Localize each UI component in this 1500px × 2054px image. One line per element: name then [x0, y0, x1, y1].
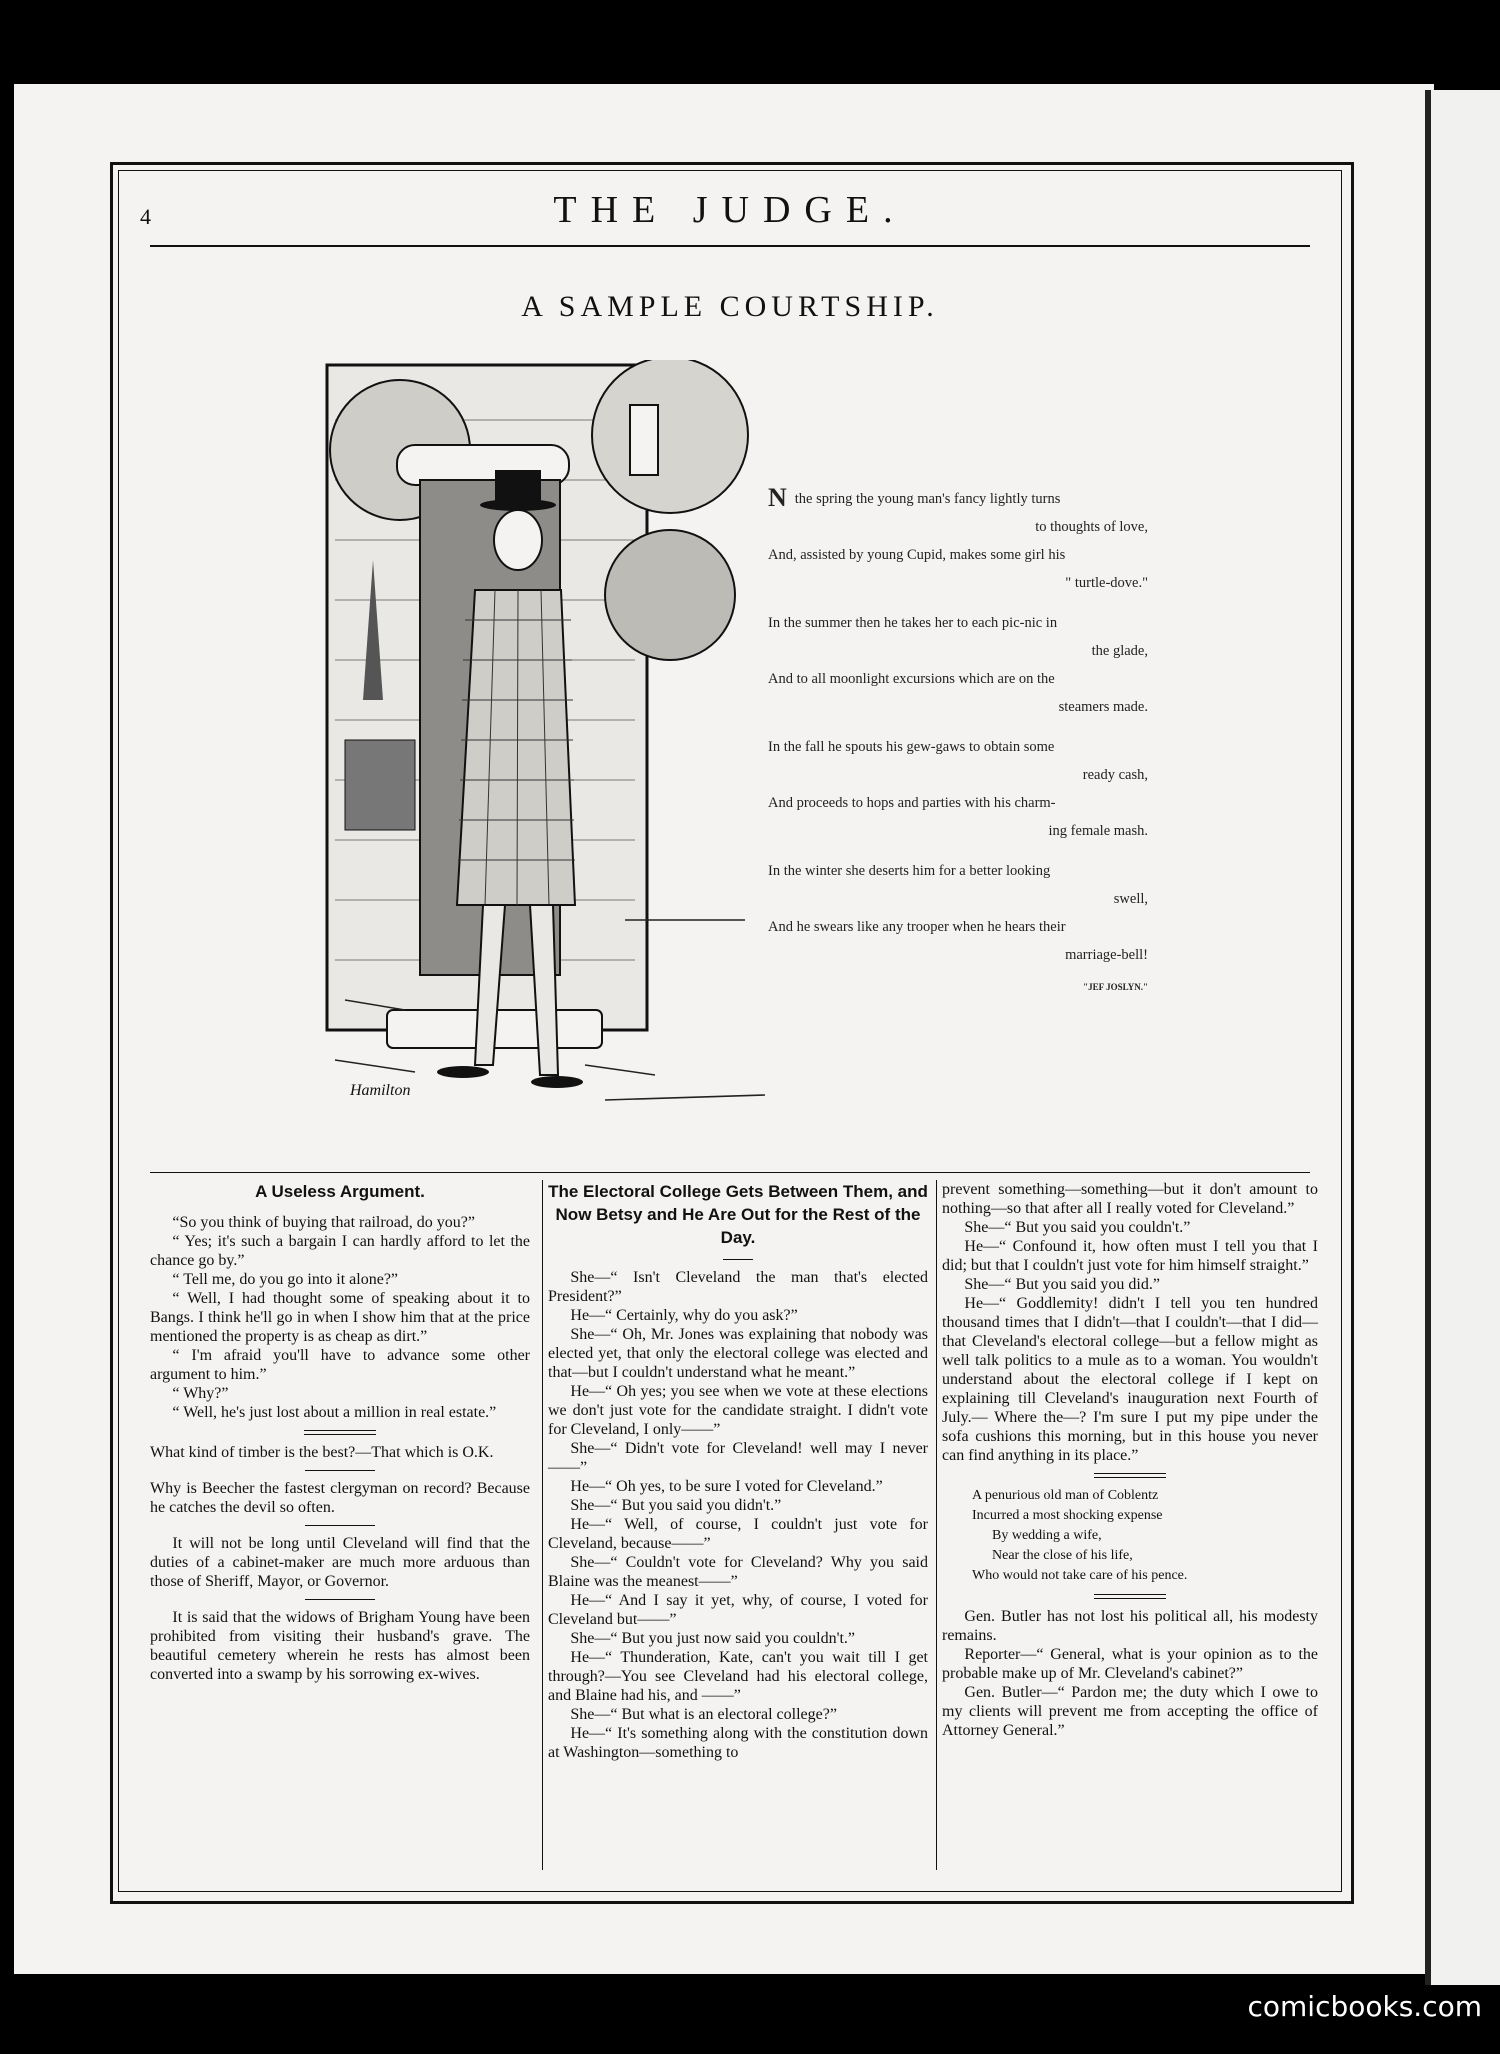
column-separator — [542, 1180, 543, 1870]
double-rule — [1094, 1594, 1166, 1599]
dialogue-paragraph: She—“ Didn't vote for Cleveland! well may I never——” — [548, 1440, 928, 1476]
dialogue-paragraph: He—“ Oh yes; you see when we vote at these elections we don't just vote for the candidate straight. I didn't vote for Cleveland, I only——” — [548, 1383, 928, 1438]
poem-line-continuation: " turtle-dove." — [1065, 575, 1148, 591]
short-rule — [723, 1259, 753, 1260]
dialogue-paragraph: “ Why?” — [172, 1385, 229, 1402]
dialogue-paragraph: She—“ Couldn't vote for Cleveland? Why you said Blaine was the meanest——” — [548, 1554, 928, 1590]
column-electoral-college — [548, 1180, 928, 1762]
dialogue-paragraph: She—“ But you just now said you couldn't.” — [570, 1630, 856, 1647]
facing-page-edge — [1425, 90, 1500, 1985]
poem-line-text: And he swears like any trooper when he hears their — [768, 919, 1066, 935]
poem-line-text: In the fall he spouts his gew-gaws to obtain some — [768, 739, 1055, 755]
poem-line-text: In the winter she deserts him for a better looking — [768, 863, 1051, 879]
poem-line-text: And to all moonlight excursions which are on the — [768, 671, 1055, 687]
coblentz-verse — [942, 1486, 1318, 1586]
dialogue-paragraph: “So you think of buying that railroad, do you?” — [172, 1214, 475, 1231]
verse-line: Incurred a most shocking expense — [972, 1508, 1163, 1523]
dialogue-paragraph: He—“ Oh yes, to be sure I voted for Cleveland.” — [570, 1478, 883, 1495]
dialogue-paragraph: “ Well, he's just lost about a million in real estate.” — [172, 1404, 497, 1421]
column-useless-argument — [150, 1180, 530, 1684]
poem-line — [768, 733, 1148, 761]
dialogue-paragraph: He—“ Well, of course, I couldn't just vote for Cleveland, because——” — [548, 1516, 928, 1552]
dialogue-paragraph: He—“ It's something along with the constitution down at Washington—something to — [548, 1725, 928, 1761]
column-separator — [936, 1180, 937, 1870]
poem-line — [768, 913, 1148, 941]
poem-line — [768, 485, 1148, 513]
double-rule — [304, 1430, 376, 1435]
courtship-poem — [768, 485, 1148, 1001]
verse-line: Near the close of his life, — [992, 1548, 1133, 1563]
poem-dropcap: N — [768, 483, 787, 512]
poem-line-text: In the summer then he takes her to each pic-nic in — [768, 615, 1058, 631]
page-number: 4 — [140, 204, 151, 229]
poem-line — [768, 665, 1148, 693]
poem-signature: "JEF JOSLYN." — [1083, 982, 1148, 992]
poem-line-continuation: to thoughts of love, — [1035, 519, 1148, 535]
poem-line-text: And, assisted by young Cupid, makes some girl his — [768, 547, 1066, 563]
watermark-text: comicbooks.com — [1247, 1990, 1482, 2023]
dialogue-paragraph: She—“ Oh, Mr. Jones was explaining that nobody was elected yet, that only the electoral college was elected and that—but I couldn't understand what he meant.” — [548, 1326, 928, 1381]
poem-line — [768, 541, 1148, 569]
poem-line — [768, 857, 1148, 885]
dialogue-paragraph: “ Tell me, do you go into it alone?” — [172, 1271, 399, 1288]
dialogue-paragraph: She—“ But you said you did.” — [964, 1276, 1160, 1293]
butler-paragraph: Gen. Butler has not lost his political all, his modesty remains. — [942, 1608, 1318, 1644]
verse-line: Who would not take care of his pence. — [972, 1568, 1188, 1583]
double-rule — [1094, 1473, 1166, 1478]
paragraph-widows: It is said that the widows of Brigham Young have been prohibited from visiting their husband's grave. The beautiful cemetery wherein he rests has almost been converted into a swamp by his sorrowing ex-wives. — [150, 1609, 530, 1683]
dialogue-paragraph: He—“ Goddlemity! didn't I tell you ten hundred thousand times that I didn't—that I couldn't—that I did—that Cleveland's electoral college—but a fellow might as well talk politics to a mule as to a woman. You wouldn't understand about the electoral college if I kept on explaining till Cleveland's inauguration next Fourth of July.— Where the—? I'm sure I put my pipe under the sofa cushions this morning, but in this house you never can find anything in its place.” — [942, 1295, 1318, 1464]
dialogue-paragraph: “ I'm afraid you'll have to advance some other argument to him.” — [150, 1347, 530, 1383]
poem-line-continuation: marriage-bell! — [1065, 947, 1148, 963]
dialogue-paragraph: She—“ Isn't Cleveland the man that's elected President?” — [548, 1269, 928, 1305]
section-title: A SAMPLE COURTSHIP. — [521, 290, 939, 323]
verse-line: A penurious old man of Coblentz — [972, 1488, 1159, 1503]
paragraph-beecher: Why is Beecher the fastest clergyman on record? Because he catches the devil so often. — [150, 1480, 530, 1516]
paragraph-timber: What kind of timber is the best?—That which is O.K. — [150, 1444, 494, 1461]
short-rule — [305, 1525, 375, 1526]
short-rule — [305, 1470, 375, 1471]
poem-line-continuation: ready cash, — [1082, 767, 1148, 783]
dialogue-paragraph: She—“ But you said you didn't.” — [570, 1497, 782, 1514]
dialogue-paragraph: He—“ Confound it, how often must I tell you that I did; but that I couldn't just vote for him himself straight.” — [942, 1238, 1318, 1274]
dialogue-paragraph: He—“ Thunderation, Kate, can't you wait till I get through?—You see Cleveland had his electoral college, and Blaine had his, and ——” — [548, 1649, 928, 1704]
dialogue-paragraph: He—“ And I say it yet, why, of course, I voted for Cleveland but——” — [548, 1592, 928, 1628]
butler-paragraph: Reporter—“ General, what is your opinion as to the probable make up of Mr. Cleveland's cabinet?” — [942, 1646, 1318, 1682]
article-title: A Useless Argument. — [255, 1182, 425, 1201]
poem-line — [768, 789, 1148, 817]
columns-top-rule — [150, 1172, 1310, 1173]
masthead-title: THE JUDGE. — [553, 189, 907, 231]
butler-paragraph: Gen. Butler—“ Pardon me; the duty which I owe to my clients will prevent me from accepting the office of Attorney General.” — [942, 1684, 1318, 1739]
courtship-illustration — [325, 360, 775, 1105]
dialogue-paragraph: She—“ But you said you couldn't.” — [964, 1219, 1191, 1236]
column-continued — [942, 1180, 1318, 1740]
verse-line: By wedding a wife, — [992, 1528, 1102, 1543]
dialogue-paragraph: “ Well, I had thought some of speaking about it to Bangs. I think he'll go in when I show him that at the price mentioned the property is as cheap as dirt.” — [150, 1290, 530, 1345]
article-title: The Electoral College Gets Between Them, and Now Betsy and He Are Out for the Rest of the Day. — [548, 1182, 928, 1247]
poem-line-continuation: ing female mash. — [1048, 823, 1148, 839]
poem-line-continuation: steamers made. — [1058, 699, 1148, 715]
dialogue-paragraph: She—“ But what is an electoral college?” — [570, 1706, 837, 1723]
dialogue-paragraph: “ Yes; it's such a bargain I can hardly afford to let the chance go by.” — [150, 1233, 530, 1269]
poem-line-text: And proceeds to hops and parties with his charm- — [768, 795, 1056, 811]
poem-line-continuation: swell, — [1113, 891, 1148, 907]
short-rule — [305, 1599, 375, 1600]
illustration-signature: Hamilton — [350, 1082, 411, 1099]
poem-line — [768, 609, 1148, 637]
dialogue-paragraph: He—“ Certainly, why do you ask?” — [570, 1307, 798, 1324]
dialogue-paragraph: prevent something—something—but it don't amount to nothing—so that after all I really voted for Cleveland.” — [942, 1181, 1318, 1217]
poem-line-continuation: the glade, — [1091, 643, 1148, 659]
poem-line-text: the spring the young man's fancy lightly turns — [794, 491, 1061, 507]
paragraph-cabinet: It will not be long until Cleveland will find that the duties of a cabinet-maker are much more arduous than those of Sheriff, Mayor, or Governor. — [150, 1535, 530, 1590]
masthead-rule — [150, 245, 1310, 247]
